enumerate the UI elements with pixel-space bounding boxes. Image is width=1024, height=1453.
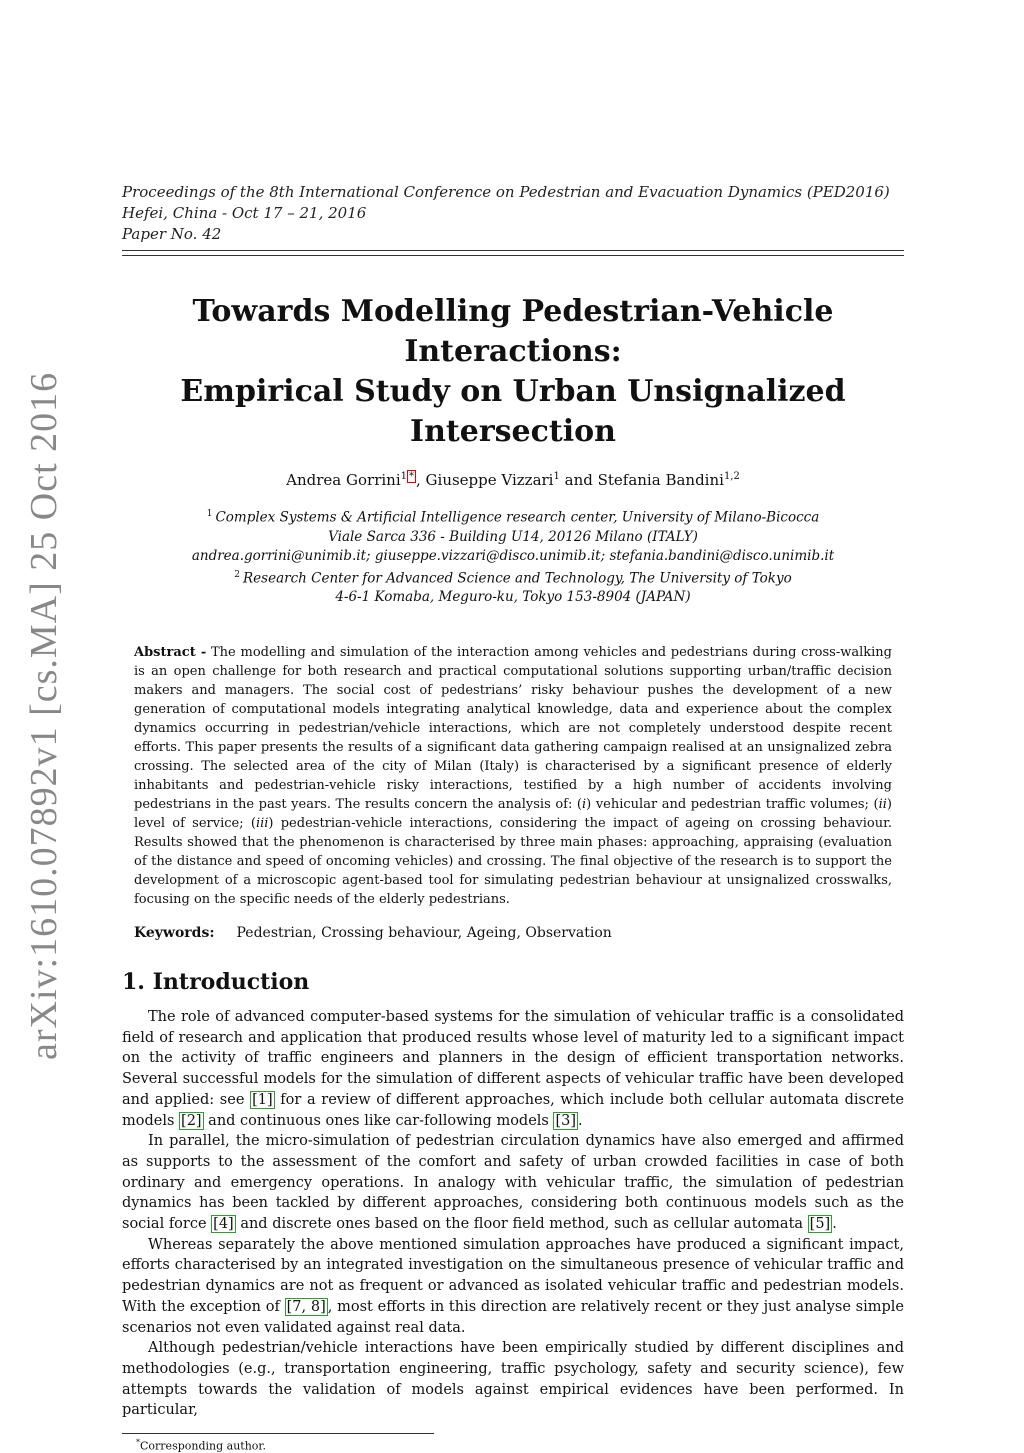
footnote — [122, 1438, 904, 1453]
author-bandini: and Stefania Bandini — [559, 471, 724, 489]
citation-link[interactable]: [7, 8] — [286, 1298, 326, 1315]
author-sup: 1,2 — [723, 471, 740, 482]
paragraph — [122, 1007, 904, 1131]
abstract-text: ) pedestrian-vehicle interactions, considering the impact of ageing on crossing behaviour. Results showed that the phenomenon is characterised by three main phases: approaching, appraising (evaluation of the distance and speed of oncoming vehicles) and crossing. The final objective of the research is to support the development of a microscopic agent-based tool for simulating pedestrian behaviour at unsignalized crosswalks, focusing on the specific needs of the elderly pedestrians. — [134, 816, 892, 907]
author-sup: 1 — [553, 471, 560, 482]
paragraph-text: Although pedestrian/vehicle interactions have been empirically studied by different disciplines and methodologies (e.g., transportation engineering, traffic psychology, safety and security science), few attempts towards the validation of models against empirical evidences have been performed. In particular, — [122, 1340, 904, 1419]
arxiv-identifier: arXiv:1610.07892v1 [cs.MA] 25 Oct 2016 — [23, 371, 65, 1060]
roman-numeral: i — [582, 797, 587, 812]
paragraph-text: . — [578, 1112, 583, 1129]
paragraph-text: and discrete ones based on the floor field method, such as cellular automata — [235, 1216, 808, 1233]
abstract — [134, 643, 892, 909]
footnote-text: Corresponding author. — [140, 1439, 266, 1453]
abstract-text: ) level of service; ( — [134, 797, 892, 831]
author-sup: 1 — [400, 471, 407, 482]
header-line-1: Proceedings of the 8th International Conference on Pedestrian and Evacuation Dynamics (PED2016) — [122, 183, 890, 201]
affil-line-5: 4-6-1 Komaba, Meguro-ku, Tokyo 153-8904 (JAPAN) — [335, 589, 691, 605]
header-rule — [122, 250, 904, 256]
paragraph-text: The role of advanced computer-based systems for the simulation of vehicular traffic is a consolidated field of research and application that produced results whose level of maturity led to a significant impact on the activity of traffic engineers and planners in the design of efficient transportation networks. Several successful models for the simulation of different aspects of vehicular traffic have been developed and applied: see — [122, 1009, 904, 1108]
affil-line-1: Complex Systems & Artificial Intelligence research center, University of Milano-Bicocca — [215, 509, 820, 526]
paragraph — [122, 1235, 904, 1339]
keywords — [134, 925, 892, 941]
paragraph-text: In parallel, the micro-simulation of pedestrian circulation dynamics have also emerged and affirmed as supports to the assessment of the comfort and safety of urban crowded facilities in case of both ordinary and emergency operations. In analogy with vehicular traffic, the simulation of pedestrian dynamics has been tackled by different approaches, considering both continuous models such as the social force — [122, 1133, 904, 1233]
author-list — [122, 470, 904, 489]
conference-header — [122, 182, 904, 245]
abstract-text: The modelling and simulation of the interaction among vehicles and pedestrians during cross-walking is an open challenge for both research and practical computational solutions supporting urban/traffic decision makers and managers. The social cost of pedestrians’ risky behaviour pushes the development of a new generation of computational models integrating analytical knowledge, data and experience about the complex dynamics occurring in pedestrian/vehicle interactions, which are not completely understood despite recent efforts. This paper presents the results of a significant data gathering campaign realised at an unsignalized zebra crossing. The selected area of the city of Milan (Italy) is characterised by a significant presence of elderly inhabitants and pedestrian-vehicle risky interactions, testified by a high number of accidents involving pedestrians in the past years. The results concern the analysis of: ( — [134, 645, 892, 812]
paragraph-text: Whereas separately the above mentioned simulation approaches have produced a significant impact, efforts characterised by an integrated investigation on the simultaneous presence of vehicular traffic and pedestrian dynamics are not as frequent or advanced as isolated vehicular traffic and pedestrian models. With the exception of — [122, 1236, 904, 1315]
paragraph-text: . — [832, 1216, 837, 1233]
paragraph — [122, 1338, 904, 1421]
citation-link[interactable]: [3] — [555, 1112, 577, 1129]
footnote-link[interactable]: * — [409, 471, 414, 482]
affil-emails: andrea.gorrini@unimib.it; giuseppe.vizzari@disco.unimib.it; stefania.bandini@disco.unimib.it — [191, 547, 835, 564]
paper-page — [122, 182, 904, 1453]
section-heading: 1. Introduction — [122, 969, 310, 995]
affil-sup: 2 — [234, 569, 240, 580]
title-line-1: Towards Modelling Pedestrian-Vehicle Interactions: — [192, 294, 834, 369]
citation-link[interactable]: [4] — [213, 1216, 234, 1233]
affil-sup: 1 — [206, 509, 213, 519]
abstract-text: ) vehicular and pedestrian traffic volumes; ( — [586, 797, 879, 812]
roman-numeral: iii — [255, 816, 269, 831]
header-line-3: Paper No. 42 — [122, 225, 222, 243]
footnote-mark: * — [136, 1438, 140, 1448]
paragraph-text: and continuous ones like car-following models — [203, 1112, 554, 1129]
citation-link[interactable]: [2] — [181, 1112, 202, 1129]
paragraph — [122, 1131, 904, 1235]
section-body — [122, 1007, 904, 1421]
citation-link[interactable]: [1] — [252, 1091, 273, 1108]
affil-line-4: Research Center for Advanced Science and Technology, The University of Tokyo — [243, 570, 792, 586]
paragraph-text: for a review of different approaches, which include both cellular automata discrete models — [122, 1091, 904, 1129]
title-line-2: Empirical Study on Urban Unsignalized Intersection — [180, 374, 846, 449]
roman-numeral: ii — [878, 797, 887, 812]
abstract-label: Abstract - — [134, 645, 207, 660]
affil-line-2: Viale Sarca 336 - Building U14, 20126 Milano (ITALY) — [328, 528, 698, 545]
footnote-rule — [122, 1433, 434, 1434]
paragraph-text: , most efforts in this direction are relatively recent or they just analyse simple scenarios not even validated against real data. — [122, 1298, 904, 1336]
paper-title — [122, 292, 904, 452]
affiliations — [122, 505, 904, 607]
keywords-value: Pedestrian, Crossing behaviour, Ageing, Observation — [236, 925, 612, 941]
author-vizzari: , Giuseppe Vizzari — [416, 471, 554, 489]
keywords-label: Keywords: — [134, 925, 215, 941]
author-gorrini: Andrea Gorrini — [286, 471, 401, 489]
header-line-2: Hefei, China - Oct 17 – 21, 2016 — [122, 204, 367, 222]
citation-link[interactable]: [5] — [809, 1216, 831, 1233]
